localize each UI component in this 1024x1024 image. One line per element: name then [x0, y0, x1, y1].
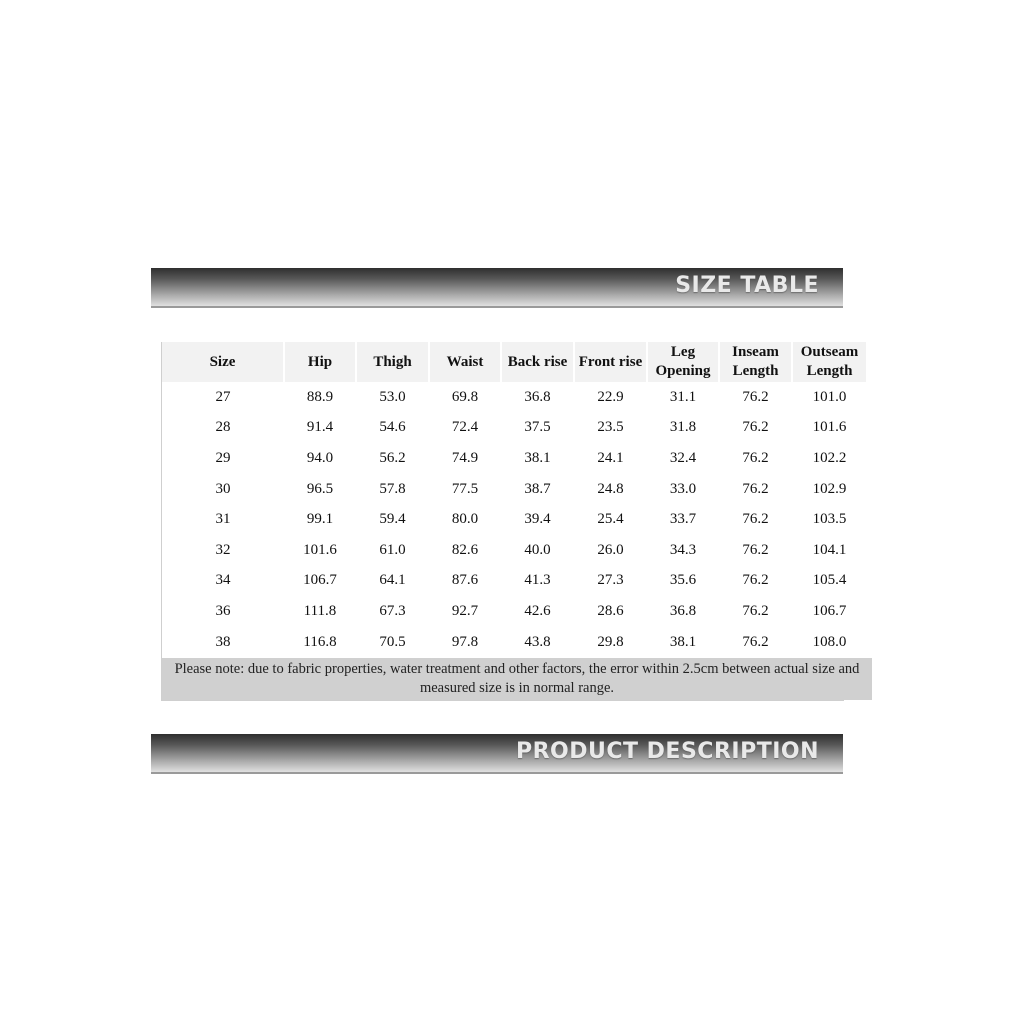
table-cell: 76.2 — [742, 602, 769, 619]
table-cell: 30 — [215, 480, 231, 497]
table-row — [162, 566, 867, 597]
table-cell: 91.4 — [306, 419, 334, 436]
table-cell: 53.0 — [379, 388, 406, 405]
table-cell: 43.8 — [524, 633, 551, 650]
table-cell: 38 — [215, 633, 231, 650]
table-cell: 102.2 — [812, 449, 847, 466]
table-row — [162, 382, 867, 413]
table-cell: 87.6 — [451, 572, 479, 589]
table-cell: 33.7 — [669, 511, 697, 528]
table-cell: 72.4 — [451, 419, 479, 436]
table-cell: 24.8 — [597, 480, 624, 497]
table-cell: 76.2 — [742, 511, 769, 528]
table-cell: 106.7 — [303, 572, 337, 589]
table-cell: 64.1 — [379, 572, 406, 589]
table-cell: 27 — [215, 388, 231, 405]
table-cell: 38.1 — [669, 633, 697, 650]
table-cell: 82.6 — [451, 541, 479, 558]
table-cell: 31 — [215, 511, 231, 528]
column-header: Waist — [429, 342, 501, 382]
table-cell: 80.0 — [451, 511, 479, 528]
table-cell: 97.8 — [451, 633, 479, 650]
size-table-banner — [151, 268, 843, 308]
table-cell: 28 — [215, 419, 231, 436]
table-row — [162, 413, 867, 444]
table-cell: 77.5 — [451, 480, 479, 497]
table-cell: 27.3 — [597, 572, 624, 589]
table-cell: 101.6 — [303, 541, 337, 558]
table-cell: 54.6 — [379, 419, 406, 436]
size-table-title: SIZE TABLE — [675, 273, 819, 298]
table-cell: 24.1 — [597, 449, 624, 466]
column-header: Thigh — [356, 342, 429, 382]
table-cell: 101.6 — [812, 419, 847, 436]
table-cell: 76.2 — [742, 633, 769, 650]
table-cell: 111.8 — [303, 602, 337, 619]
table-cell: 74.9 — [451, 449, 479, 466]
table-cell: 29.8 — [597, 633, 624, 650]
table-cell: 76.2 — [742, 572, 769, 589]
table-cell: 28.6 — [597, 602, 624, 619]
table-cell: 76.2 — [742, 388, 769, 405]
size-note: Please note: due to fabric properties, water treatment and other factors, the error within 2.5cm between actual size and measured size is in normal range. — [162, 658, 872, 700]
table-cell: 70.5 — [379, 633, 406, 650]
table-cell: 36 — [215, 602, 231, 619]
table-cell: 76.2 — [742, 480, 769, 497]
table-row — [162, 443, 867, 474]
table-cell: 25.4 — [597, 511, 624, 528]
table-body — [162, 382, 867, 657]
table-cell: 88.9 — [306, 388, 334, 405]
column-header: Inseam Length — [719, 342, 792, 382]
table-cell: 116.8 — [303, 633, 337, 650]
table-row — [162, 474, 867, 505]
table-row — [162, 504, 867, 535]
table-cell: 105.4 — [812, 572, 847, 589]
table-row — [162, 627, 867, 658]
table-cell: 34 — [215, 572, 231, 589]
product-description-banner — [151, 734, 843, 774]
size-table — [162, 342, 868, 657]
column-header: Hip — [284, 342, 356, 382]
table-cell: 33.0 — [669, 480, 697, 497]
table-row — [162, 535, 867, 566]
table-cell: 76.2 — [742, 449, 769, 466]
table-cell: 41.3 — [524, 572, 551, 589]
size-table-container — [161, 342, 860, 701]
table-cell: 103.5 — [812, 511, 847, 528]
table-cell: 59.4 — [379, 511, 406, 528]
table-cell: 40.0 — [524, 541, 551, 558]
table-cell: 61.0 — [379, 541, 406, 558]
table-cell: 57.8 — [379, 480, 406, 497]
column-header: Outseam Length — [792, 342, 867, 382]
table-cell: 32.4 — [669, 449, 697, 466]
table-cell: 106.7 — [812, 602, 847, 619]
table-header-row — [162, 342, 867, 382]
column-header: Back rise — [501, 342, 574, 382]
table-cell: 69.8 — [451, 388, 479, 405]
table-cell: 32 — [215, 541, 231, 558]
table-cell: 38.7 — [524, 480, 551, 497]
table-cell: 39.4 — [524, 511, 551, 528]
product-description-title: PRODUCT DESCRIPTION — [515, 739, 819, 764]
column-header: Front rise — [574, 342, 647, 382]
table-cell: 94.0 — [306, 449, 334, 466]
table-cell: 31.1 — [669, 388, 697, 405]
table-cell: 99.1 — [306, 511, 334, 528]
table-cell: 42.6 — [524, 602, 551, 619]
table-cell: 76.2 — [742, 541, 769, 558]
table-cell: 96.5 — [306, 480, 334, 497]
table-cell: 31.8 — [669, 419, 697, 436]
column-header: Leg Opening — [647, 342, 719, 382]
table-cell: 36.8 — [669, 602, 697, 619]
table-cell: 92.7 — [451, 602, 479, 619]
table-cell: 29 — [215, 449, 231, 466]
table-cell: 38.1 — [524, 449, 551, 466]
table-cell: 67.3 — [379, 602, 406, 619]
table-cell: 23.5 — [597, 419, 624, 436]
table-cell: 76.2 — [742, 419, 769, 436]
table-cell: 34.3 — [669, 541, 697, 558]
table-cell: 37.5 — [524, 419, 551, 436]
table-cell: 35.6 — [669, 572, 697, 589]
table-cell: 26.0 — [597, 541, 624, 558]
table-cell: 102.9 — [812, 480, 847, 497]
table-row — [162, 596, 867, 627]
column-header: Size — [162, 342, 284, 382]
table-cell: 104.1 — [812, 541, 847, 558]
table-cell: 22.9 — [597, 388, 624, 405]
table-cell: 36.8 — [524, 388, 551, 405]
table-cell: 108.0 — [812, 633, 847, 650]
table-cell: 56.2 — [379, 449, 406, 466]
table-cell: 101.0 — [812, 388, 847, 405]
